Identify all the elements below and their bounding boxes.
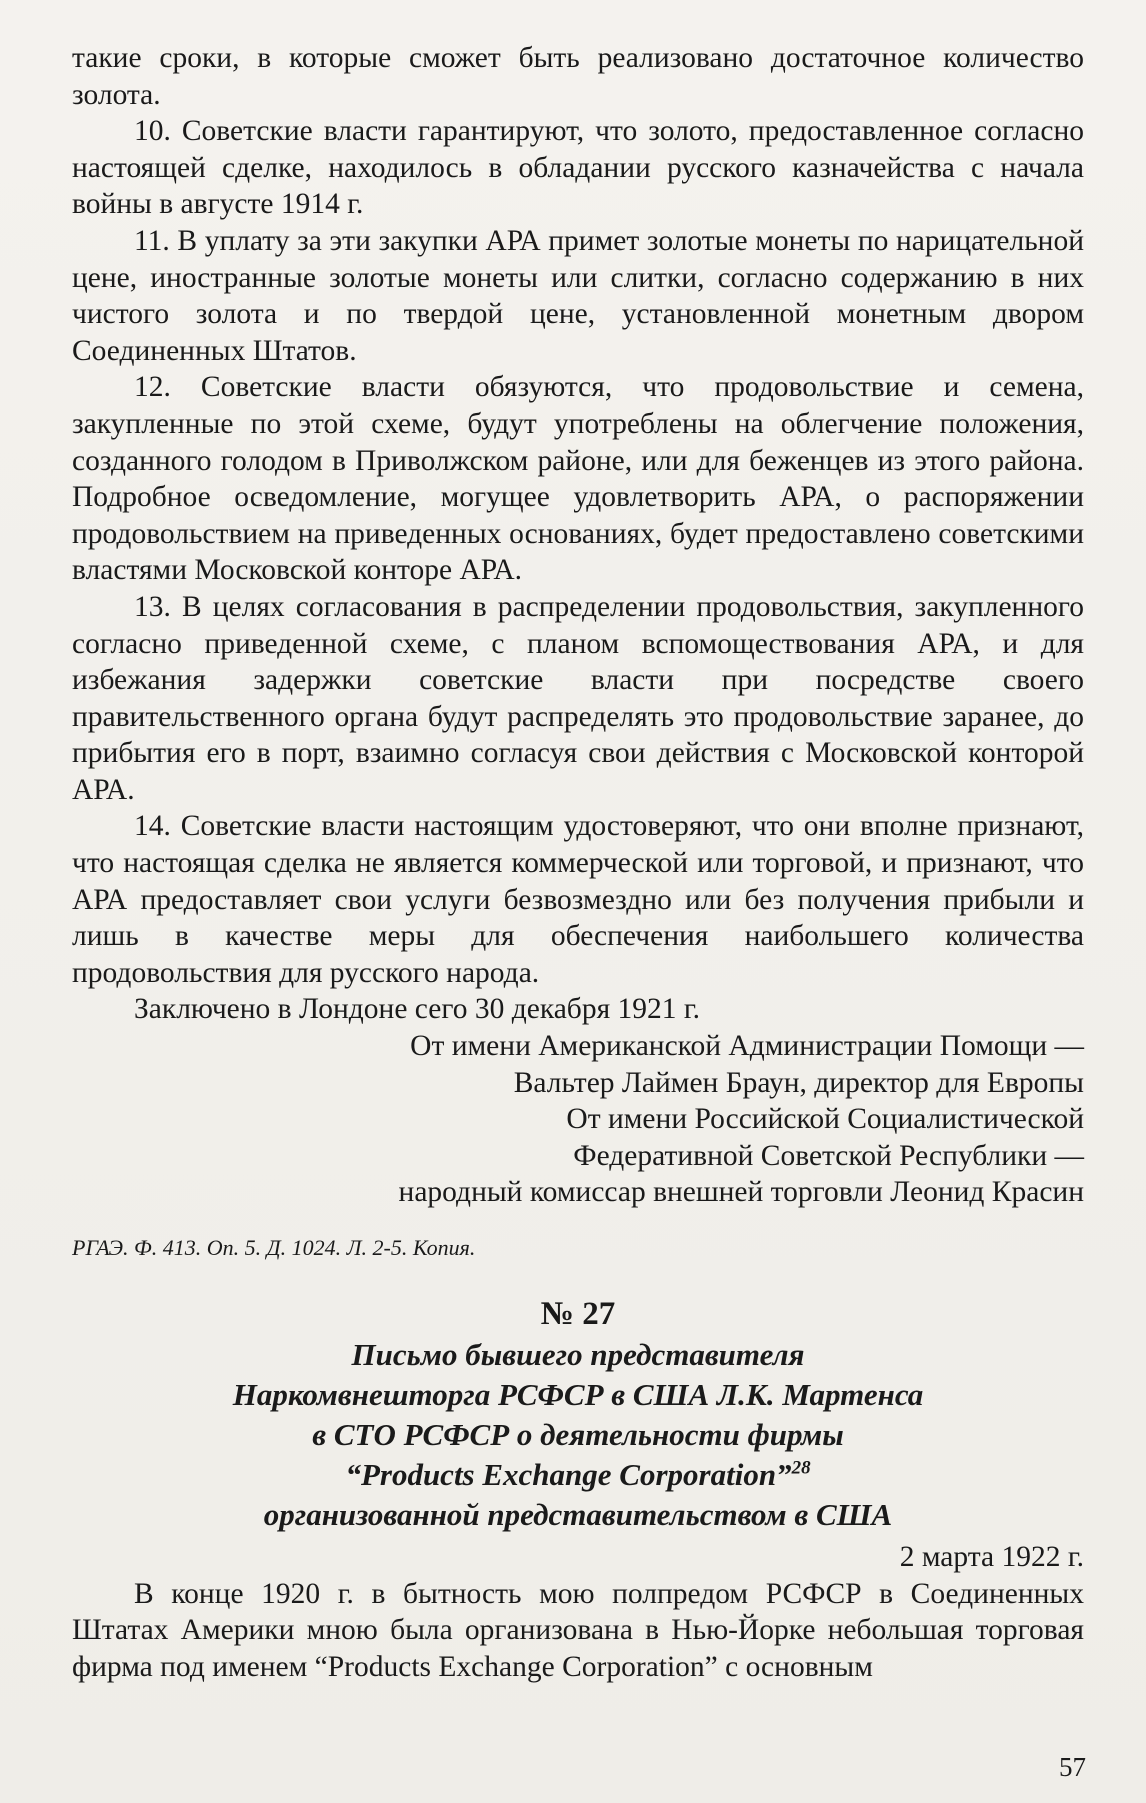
title-line: в СТО РСФСР о деятельности фирмы [312, 1417, 844, 1452]
title-line: Письмо бывшего представителя [351, 1337, 805, 1372]
concluded-line: Заключено в Лондоне сего 30 декабря 1921 г. [134, 993, 701, 1026]
paragraph-11: 11. В уплату за эти закупки АРА примет золотые монеты по нарицательной цене, иностранные золотые монеты или слитки, согласно содержанию в них чистого золота и по твердой цене, установленной монетным двором Соединенных Штатов. [72, 224, 1084, 367]
signature-line: Вальтер Лаймен Браун, директор для Европы [513, 1066, 1084, 1099]
signature-line: От имени Американской Администрации Помощи — [410, 1030, 1084, 1063]
footnote-marker: 28 [791, 1457, 811, 1479]
page-text [72, 40, 1084, 1685]
signature-line: народный комиссар внешней торговли Леонид Красин [398, 1176, 1084, 1209]
title-line: “Products Exchange Corporation” [345, 1457, 792, 1492]
signature-line: От имени Российской Социалистической [566, 1103, 1084, 1136]
title-line: организованной представительством в США [263, 1497, 893, 1532]
signature-line: Федеративной Советской Республики — [573, 1139, 1084, 1172]
paragraph-14: 14. Советские власти настоящим удостоверяют, что они вполне признают, что настоящая сделка не является коммерческой или торговой, и признают, что АРА предоставляет свои услуги безвозмездно или без получения прибыли и лишь в качестве меры для обеспечения наибольшего количества продовольствия для русского народа. [72, 810, 1084, 989]
paragraph-10: 10. Советские власти гарантируют, что золото, предоставленное согласно настоящей сделке, находилось в обладании русского казначейства с начала войны в августе 1914 г. [72, 115, 1084, 221]
letter-paragraph: В конце 1920 г. в бытность мою полпредом РСФСР в Соединенных Штатах Америки мною была организована в Нью-Йорке небольшая торговая фирма под именем “Products Exchange Corporation” с основным [72, 1577, 1084, 1683]
title-line: Наркомвнешторга РСФСР в США Л.К. Мартенса [232, 1377, 924, 1412]
page-number: 57 [1059, 1752, 1086, 1782]
paragraph-continuation: такие сроки, в которые сможет быть реализовано достаточное количество золота. [72, 42, 1084, 111]
title-line-with-footnote [72, 1455, 1084, 1495]
paragraph-12: 12. Советские власти обязуются, что продовольствие и семена, закупленные по этой схеме, будут употреблены на облегчение положения, созданного голодом в Приволжском районе, или для беженцев из этого района. Подробное осведомление, могущее удовлетворить АРА, о распоряжении продовольствием на приведенных основаниях, будет предоставлено советскими властями Московской конторе АРА. [72, 371, 1084, 587]
document-number: № 27 [540, 1296, 616, 1332]
document-title [72, 1335, 1084, 1535]
paragraph-13: 13. В целях согласования в распределении продовольствия, закупленного согласно приведенной схеме, с планом вспомоществования АРА, и для избежания задержки советские власти при посредстве своего правительственного органа будут распределять это продовольствие заранее, до прибытия его в порт, взаимно согласуя свои действия с Московской конторой АРА. [72, 590, 1084, 806]
document-date: 2 марта 1922 г. [899, 1541, 1084, 1573]
signature-block [72, 1028, 1084, 1211]
archive-reference: РГАЭ. Ф. 413. Оп. 5. Д. 1024. Л. 2-5. Копия. [72, 1235, 476, 1260]
